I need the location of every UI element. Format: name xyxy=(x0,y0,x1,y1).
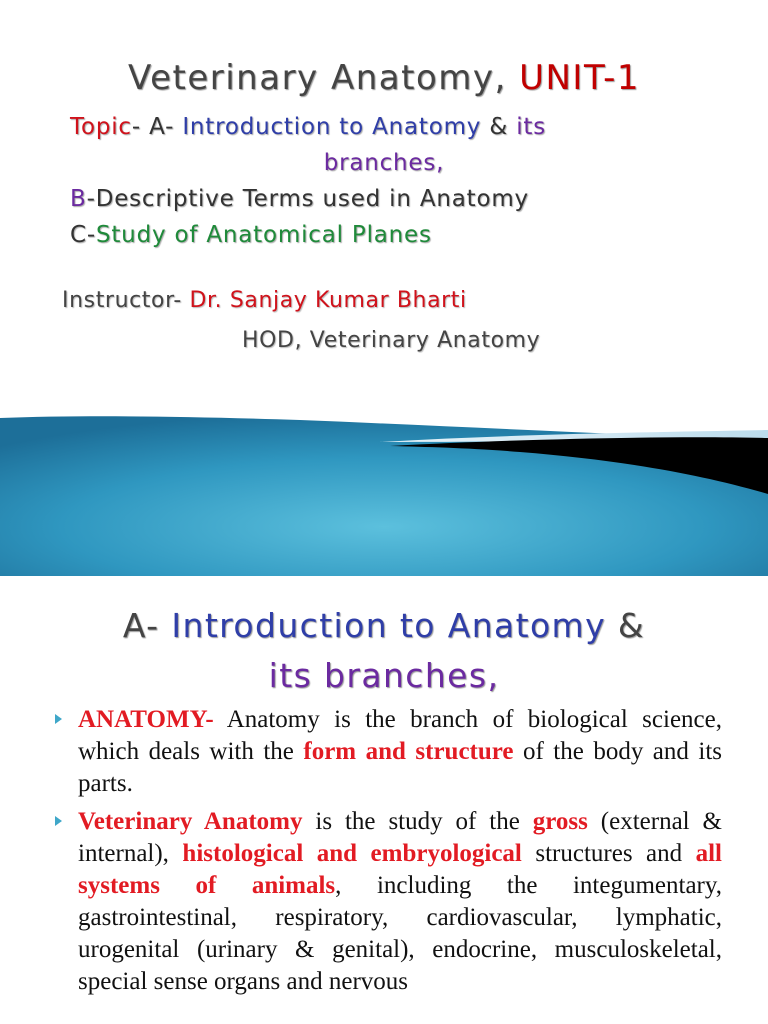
instructor-title: HOD, Veterinary Anatomy xyxy=(242,328,541,353)
topic-b-line: B-Descriptive Terms used in Anatomy xyxy=(70,186,529,212)
section-title-2: its branches, xyxy=(268,656,500,695)
bullet-anatomy: ANATOMY- Anatomy is the branch of biological science, which deals with the form and structure of the body and its parts. xyxy=(78,706,722,797)
topic-line: Topic- A- Introduction to Anatomy & its xyxy=(70,114,546,140)
slide-title: Veterinary Anatomy, UNIT-1 xyxy=(127,58,641,98)
bullet-veterinary-anatomy: Veterinary Anatomy is the study of the gross (external & internal), histological and embryological structures and all systems of animals, including the integumentary, gastrointestinal, respiratory, cardiovascular, lymphatic, urogenital (urinary & genital), endocrine, musculoskeletal, special sense organs and nervous xyxy=(78,808,723,995)
instructor-line: Instructor- Dr. Sanjay Kumar Bharti xyxy=(62,288,467,313)
unit-label: UNIT-1 xyxy=(519,58,641,98)
decorative-band xyxy=(0,412,768,576)
bullet-arrow-icon xyxy=(55,816,62,826)
content-slide xyxy=(0,576,768,1024)
section-title: A- Introduction to Anatomy & xyxy=(122,606,646,645)
topic-line-2: branches, xyxy=(323,150,445,176)
topic-c-line: C-Study of Anatomical Planes xyxy=(70,222,432,248)
bullet-arrow-icon xyxy=(55,714,62,724)
